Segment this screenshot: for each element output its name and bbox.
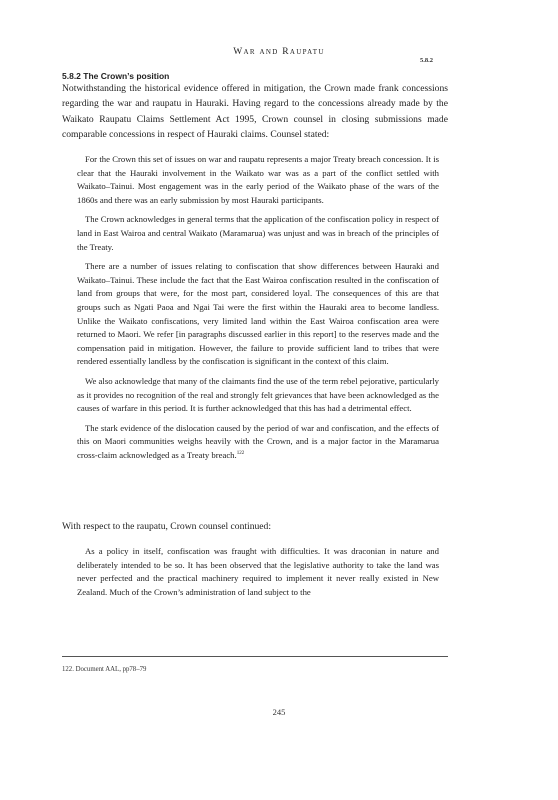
quote-paragraph: For the Crown this set of issues on war and raupatu represents a major Treaty breach concession. It is clear that the Hauraki involvement in the Waikato war was as a part of the conflict settled with Waikato–Tainui. Most engagement was in the early period of the Waikato phase of the wars of the 1860s and there was an early submission by most Hauraki participants.	[77, 154, 439, 205]
quote-paragraph: As a policy in itself, confiscation was fraught with difficulties. It was draconian in nature and deliberately intended to be so. It has been observed that the legislative authority to take the land was never perfected and the practical machinery required to implement it never really existed in New Zealand. Much of the Crown’s administration of land subject to the	[77, 546, 439, 597]
footnote-divider	[62, 656, 448, 657]
quote-paragraph: There are a number of issues relating to confiscation that show differences between Hauraki and Waikato–Tainui. These include the fact that the East Wairoa confiscation resulted in the confiscation of land from groups that were, for the most part, considered loyal. The consequences of this are that groups such as Ngati Paoa and Ngai Tai were the first within the Hauraki area to become landless. Unlike the Waikato confiscations, very limited land within the East Wairoa confiscation area were returned to Maori. We refer [in paragraphs discussed earlier in this report] to the reserves made and the compensation paid in mitigation. However, the failure to provide sufficient land to tribes that were rendered essentially landless by the confiscation is significant in the context of this claim.	[77, 261, 439, 367]
footnote-marker: 122	[236, 450, 245, 456]
continued-paragraph: With respect to the raupatu, Crown counsel continued:	[62, 521, 272, 532]
quote-paragraph: We also acknowledge that many of the claimants find the use of the term rebel pejorative, particularly as it provides no recognition of the real and strongly felt grievances that have been acknowledged as the causes of warfare in this period. It is further acknowledged that this has had a detrimental effect.	[77, 375, 439, 414]
footnote: 122. Document AAL, pp78–79	[62, 666, 147, 673]
raupatu-quote-block	[77, 545, 439, 605]
quote-paragraph: The Crown acknowledges in general terms that the application of the confiscation policy in respect of land in East Wairoa and central Waikato (Maramarua) was unjust and was in breach of the principles of the Treaty.	[77, 214, 439, 252]
quote-paragraph	[77, 422, 439, 463]
intro-paragraph: Notwithstanding the historical evidence offered in mitigation, the Crown made frank concessions regarding the war and raupatu in Hauraki. Having regard to the concessions already made by the Waikato Raupatu Claims Settlement Act 1995, Crown counsel in closing submissions made comparable concessions in respect of Hauraki claims. Counsel stated:	[62, 83, 448, 140]
quote-text: The stark evidence of the dislocation caused by the period of war and confiscation, and the effects of this on Maori communities weighs heavily with the Crown, and is a major factor in the Maramarua cross-claim acknowledged as a Treaty breach.	[77, 422, 439, 460]
section-number-tag: 5.8.2	[420, 57, 433, 64]
section-heading: 5.8.2 The Crown’s position	[62, 71, 170, 81]
running-title: War and Raupatu	[233, 47, 325, 57]
crown-quote-block	[77, 153, 439, 468]
page-number: 245	[272, 707, 286, 717]
